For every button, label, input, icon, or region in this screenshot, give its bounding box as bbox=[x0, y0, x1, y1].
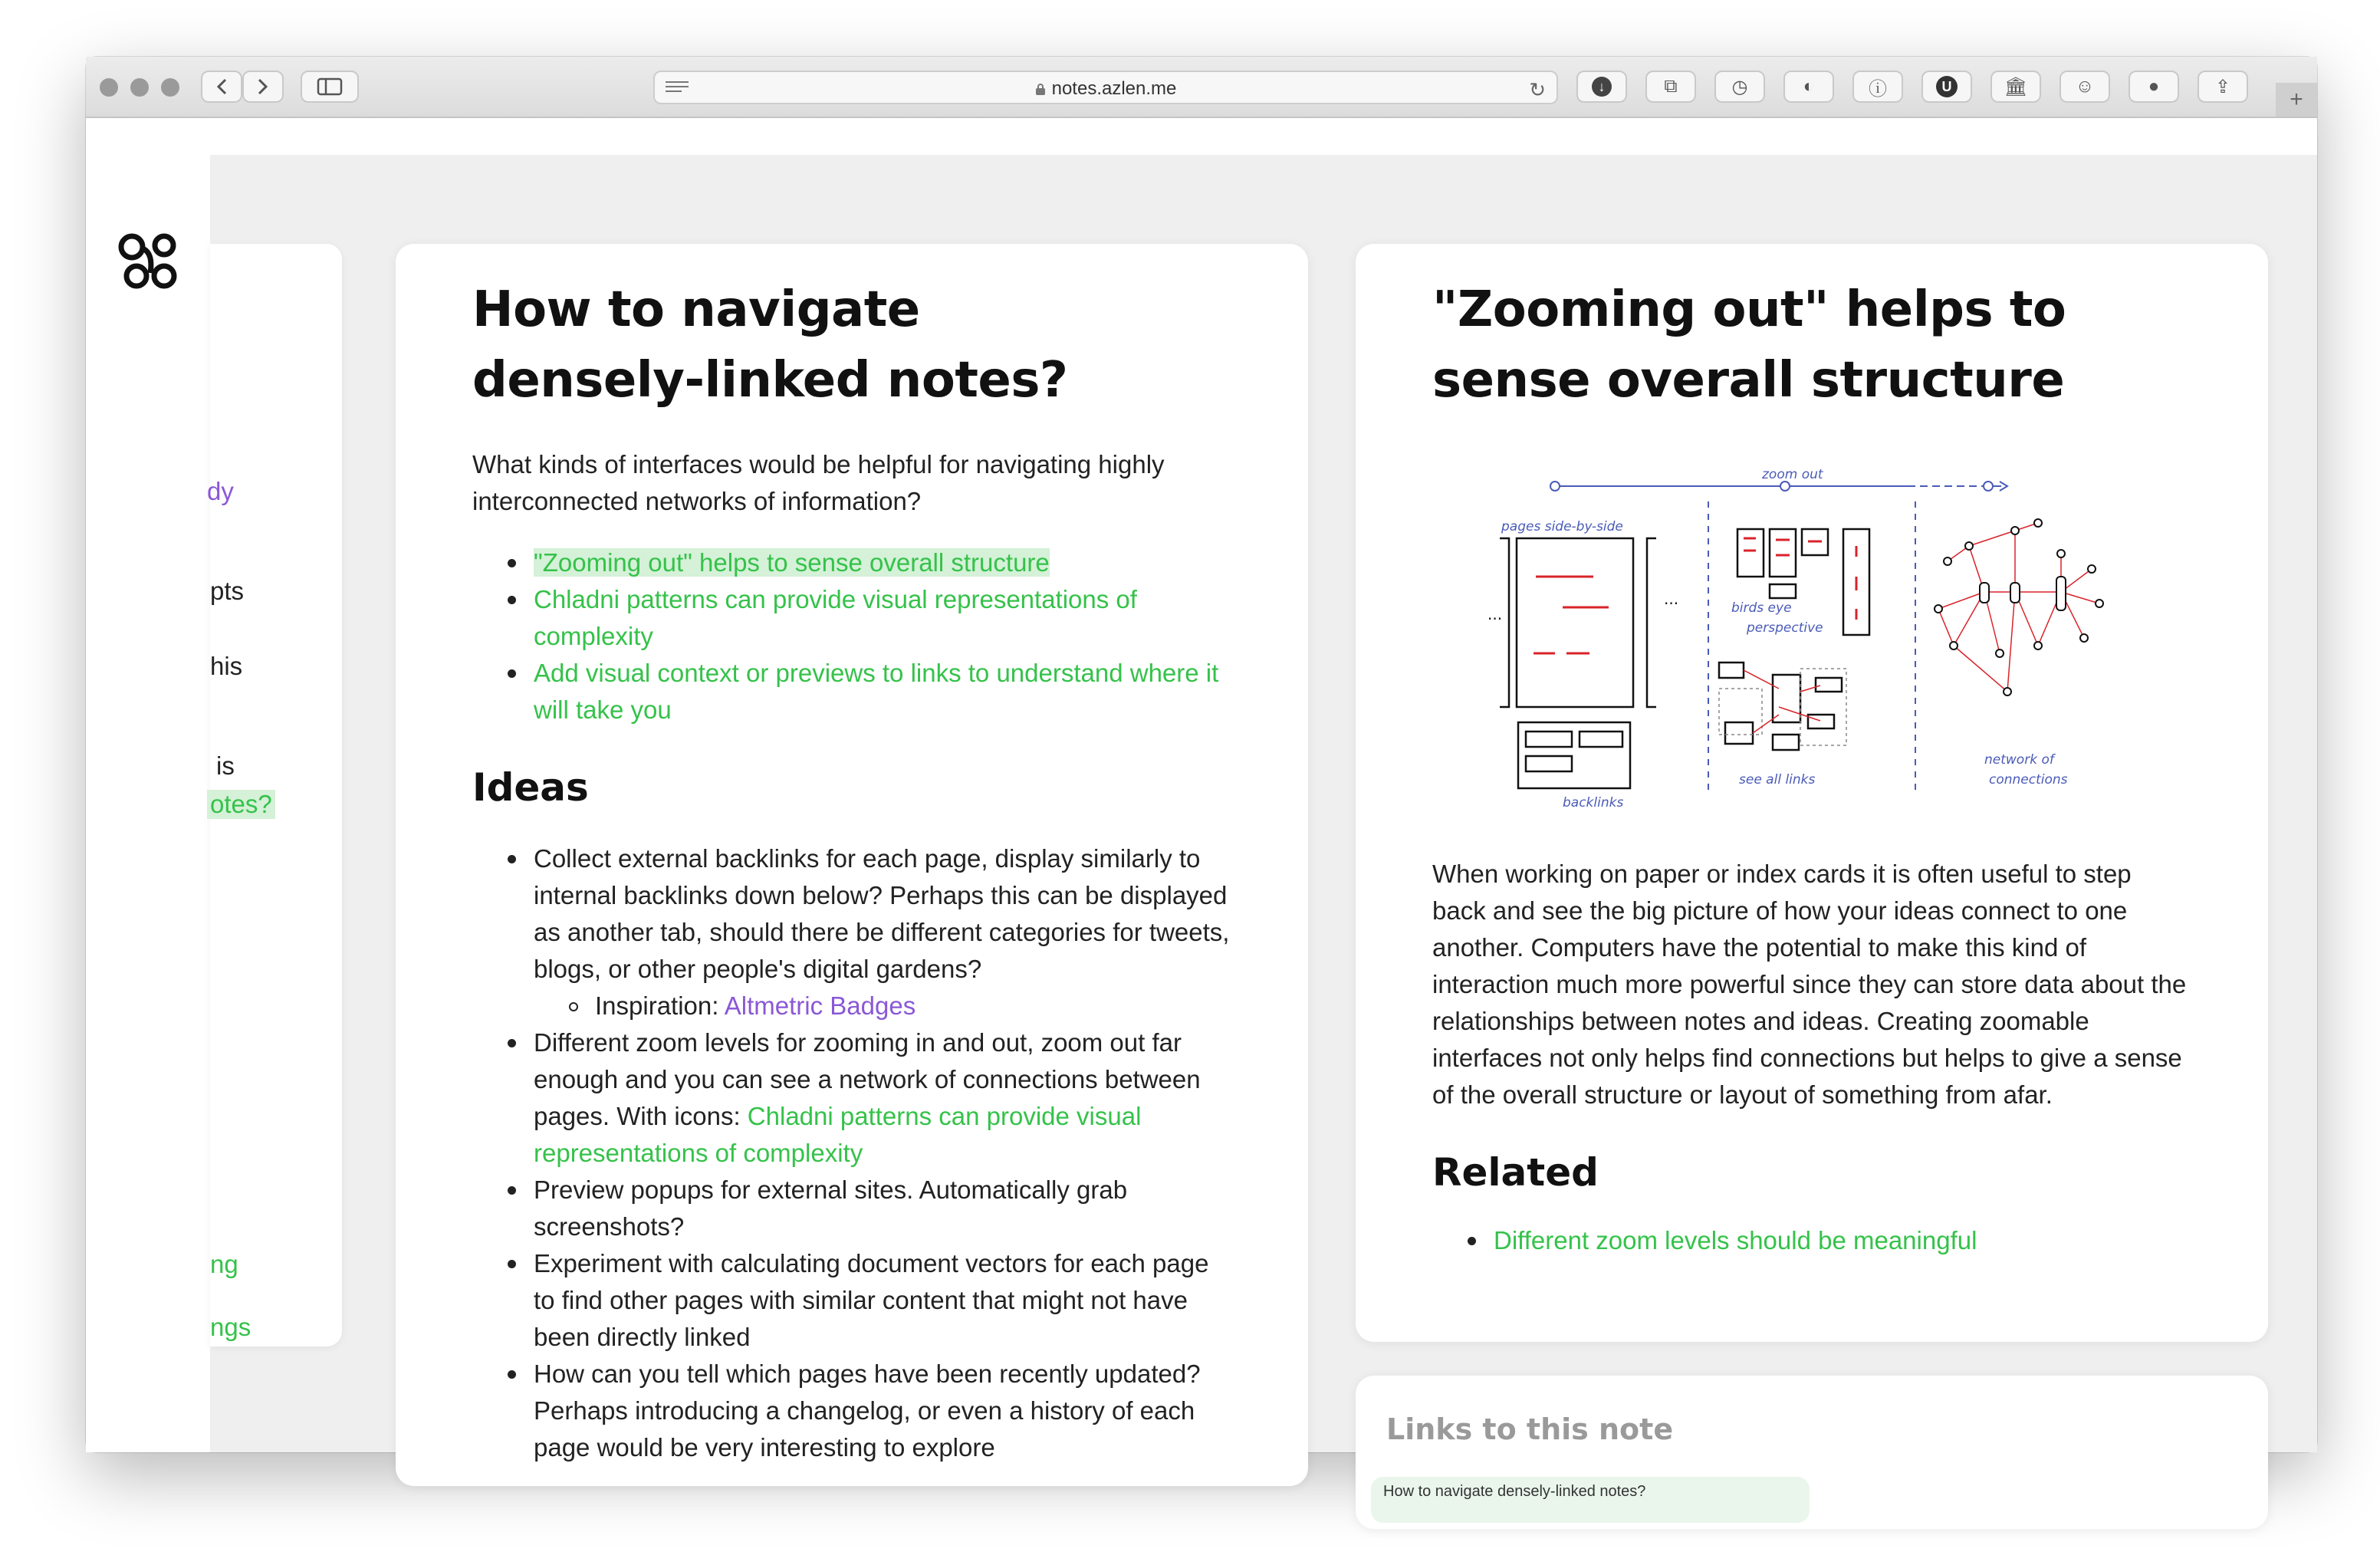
sketch-label: zoom out bbox=[1762, 467, 1823, 482]
related-list bbox=[1432, 1222, 2191, 1259]
note-link[interactable]: Chladni patterns can provide visual representations of complexity bbox=[534, 585, 1137, 650]
sidebar-text: is bbox=[216, 751, 235, 780]
building-icon: 🏛 bbox=[2004, 76, 2028, 97]
note-intro: What kinds of interfaces would be helpful for navigating highly interconnected networks of information? bbox=[472, 450, 1165, 515]
note-link[interactable]: "Zooming out" helps to sense overall structure bbox=[534, 548, 1050, 577]
tabs-overview-button[interactable] bbox=[1645, 71, 1696, 103]
sidebar-text: pts bbox=[210, 577, 245, 605]
list-item bbox=[534, 1245, 1231, 1356]
archive-extension-button[interactable] bbox=[1990, 71, 2041, 103]
sidebar-note-card bbox=[207, 244, 342, 1346]
sketch-label: ... bbox=[1664, 590, 1679, 608]
zoom-levels-sketch bbox=[1478, 462, 2107, 814]
idea-text: How can you tell which pages have been recently updated? Perhaps introducing a changelog, or even a history of each page would be very interesting to explore bbox=[534, 1360, 1201, 1462]
list-item bbox=[534, 1172, 1231, 1245]
sketch-label: network of bbox=[1984, 752, 2054, 768]
sub-label: Inspiration: bbox=[595, 991, 725, 1020]
history-button[interactable] bbox=[1714, 71, 1765, 103]
plus-icon: + bbox=[2290, 87, 2303, 112]
list-item bbox=[534, 544, 1231, 581]
browser-toolbar bbox=[86, 57, 2317, 118]
list-item bbox=[534, 655, 1231, 728]
note-title: "Zooming out" helps to sense overall structure bbox=[1432, 281, 2066, 409]
lock-icon bbox=[1035, 83, 1046, 95]
note-title: How to navigate densely-linked notes? bbox=[472, 281, 1068, 409]
idea-text: Experiment with calculating document vectors for each page to find other pages with similar content that might not have been directly linked bbox=[534, 1249, 1209, 1351]
sketch-label: see all links bbox=[1739, 772, 1816, 788]
list-item bbox=[534, 581, 1231, 655]
note-link[interactable]: Different zoom levels should be meaningful bbox=[1494, 1226, 1977, 1254]
minimize-window-button[interactable] bbox=[130, 78, 149, 97]
lightbulb-extension-button[interactable] bbox=[2129, 71, 2179, 103]
idea-text: Different zoom levels for zooming in and out, zoom out far enough and you can see a network of connections between pages. With icons: bbox=[534, 1028, 1201, 1130]
toggle-icon: ◐ bbox=[1803, 76, 1815, 97]
close-window-button[interactable] bbox=[100, 78, 118, 97]
list-item bbox=[595, 988, 1231, 1024]
list-item bbox=[534, 1024, 1231, 1172]
site-logo-icon[interactable] bbox=[117, 227, 181, 291]
page-content bbox=[86, 118, 2317, 1500]
new-tab-button[interactable] bbox=[2276, 83, 2317, 117]
backlinks-title: Links to this note bbox=[1386, 1412, 1674, 1446]
url-text: notes.azlen.me bbox=[1051, 78, 1177, 99]
sidebar-link[interactable]: ng bbox=[210, 1250, 238, 1278]
sketch-label: connections bbox=[1989, 772, 2068, 788]
chevron-right-icon bbox=[258, 78, 268, 95]
ideas-heading: Ideas bbox=[472, 765, 589, 810]
sketch-label: perspective bbox=[1747, 620, 1823, 636]
external-link[interactable]: Altmetric Badges bbox=[724, 991, 916, 1020]
note-card-zooming-out bbox=[1356, 244, 2268, 1342]
reload-icon[interactable]: ↻ bbox=[1529, 78, 1546, 101]
info-icon: ⓘ bbox=[1869, 78, 1887, 100]
download-icon: ↓ bbox=[1592, 77, 1612, 97]
ghost-icon: ☺ bbox=[2075, 76, 2095, 97]
backlink-preview[interactable]: How to navigate densely-linked notes? bbox=[1371, 1477, 1810, 1523]
share-button[interactable] bbox=[2198, 71, 2248, 103]
sketch-label: backlinks bbox=[1563, 795, 1624, 811]
ublock-icon: U bbox=[1936, 76, 1958, 97]
address-bar[interactable] bbox=[653, 71, 1558, 104]
lightbulb-icon: ● bbox=[2148, 76, 2160, 97]
sidebar-text: his bbox=[210, 652, 243, 680]
sketch-label: birds eye bbox=[1731, 600, 1792, 616]
sub-list bbox=[534, 988, 1231, 1024]
back-button[interactable] bbox=[201, 71, 242, 103]
list-item bbox=[534, 1356, 1231, 1466]
browser-window bbox=[86, 57, 2317, 1500]
ghostery-extension-button[interactable] bbox=[2059, 71, 2110, 103]
sketch-label: pages side-by-side bbox=[1501, 519, 1623, 534]
chevron-left-icon bbox=[216, 78, 227, 95]
sidebar-link[interactable]: otes? bbox=[207, 790, 275, 819]
note-card-densely-linked bbox=[396, 244, 1308, 1486]
forward-button[interactable] bbox=[242, 71, 284, 103]
idea-text: Collect external backlinks for each page, display similarly to internal backlinks down below? Perhaps this can be displayed as another tab, should there be different categories for tweets, blogs, or other people's digital gardens? bbox=[534, 844, 1230, 983]
ideas-list bbox=[472, 840, 1231, 1466]
zoom-window-button[interactable] bbox=[161, 78, 179, 97]
info-extension-button[interactable] bbox=[1852, 71, 1903, 103]
note-link[interactable]: Add visual context or previews to links to understand where it will take you bbox=[534, 659, 1219, 724]
sketch-label: ... bbox=[1488, 605, 1503, 623]
share-icon: ⇪ bbox=[2214, 76, 2231, 97]
note-links-list bbox=[472, 544, 1231, 728]
note-link[interactable]: Chladni patterns can provide visual representations of complexity bbox=[534, 1102, 1142, 1167]
toggle-extension-button[interactable] bbox=[1783, 71, 1834, 103]
sidebar-link[interactable]: dy bbox=[207, 477, 234, 505]
idea-text: Preview popups for external sites. Automatically grab screenshots? bbox=[534, 1176, 1128, 1241]
sidebar-toggle-button[interactable] bbox=[301, 71, 359, 103]
note-body: When working on paper or index cards it is often useful to step back and see the big picture of how your ideas connect to one another. Computers have the potential to make this kind of interaction much more powerful since they can store data about the relationships between notes and ideas. Creating zoomable interfaces not only helps find connections but helps to give a sense of the overall structure or layout of something from afar. bbox=[1432, 860, 2187, 1109]
sidebar-icon bbox=[317, 78, 342, 95]
backlinks-card bbox=[1356, 1376, 2268, 1529]
clock-icon: ◷ bbox=[1731, 76, 1748, 97]
tabs-icon: ⧉ bbox=[1664, 76, 1678, 97]
sidebar-link[interactable]: ngs bbox=[210, 1313, 251, 1341]
list-item bbox=[1494, 1222, 2191, 1259]
list-item bbox=[534, 840, 1231, 1024]
downloads-button[interactable] bbox=[1576, 71, 1627, 103]
ublock-extension-button[interactable] bbox=[1921, 71, 1972, 103]
related-heading: Related bbox=[1432, 1150, 1599, 1195]
